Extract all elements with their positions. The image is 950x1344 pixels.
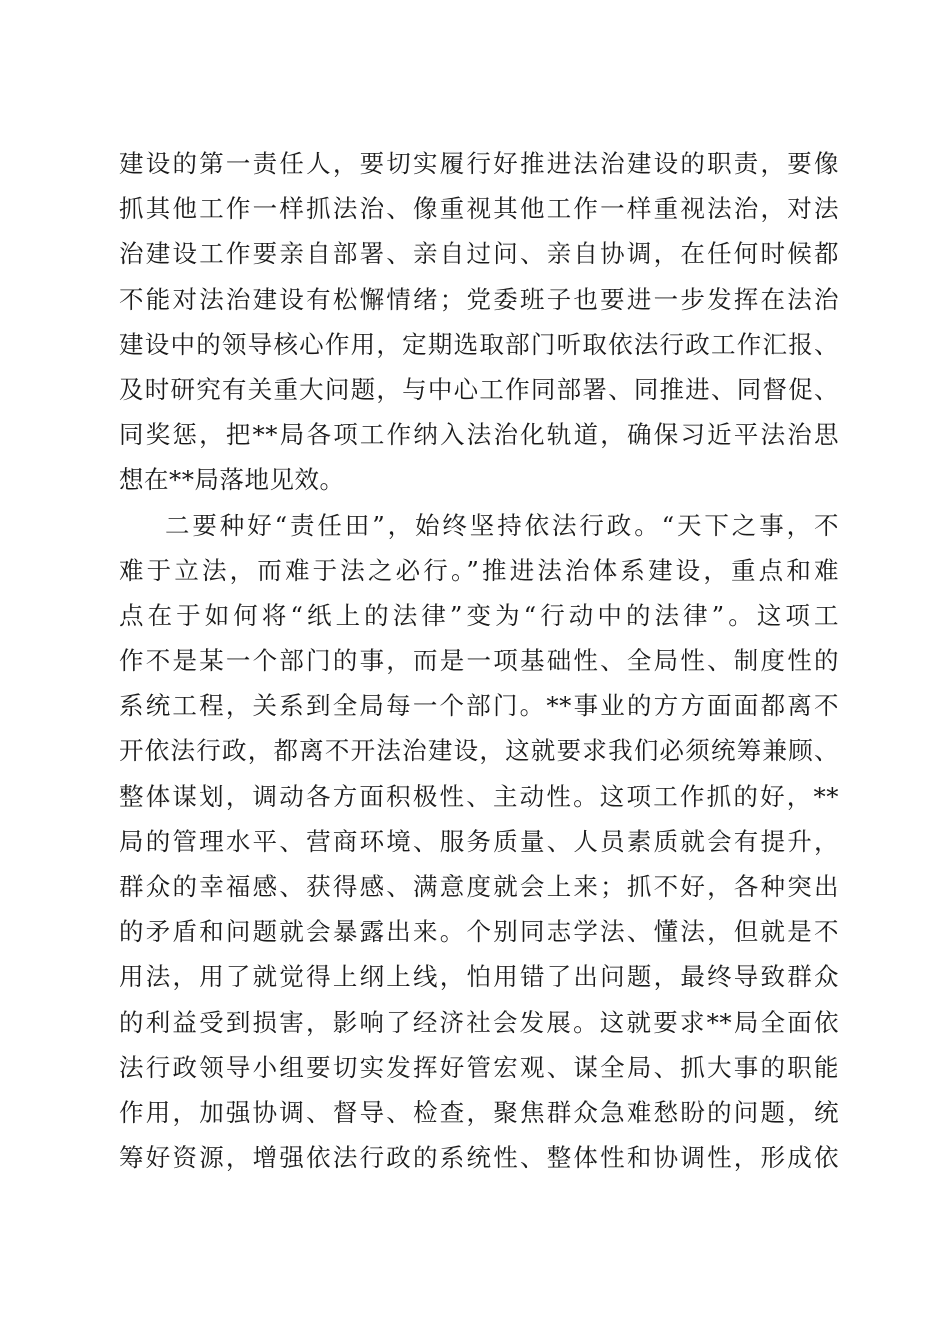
paragraph-1-line: 及时研究有关重大问题，与中心工作同部署、同推进、同督促、 bbox=[119, 374, 839, 404]
document-body bbox=[119, 141, 839, 1180]
paragraph-2-line: 系统工程，关系到全局每一个部门。**事业的方方面面都离不 bbox=[119, 691, 839, 721]
paragraph-2-line: 作用，加强协调、督导、检查，聚焦群众急难愁盼的问题，统 bbox=[119, 1097, 839, 1127]
paragraph-1-line: 想在**局落地见效。 bbox=[119, 465, 345, 495]
paragraph-2-line: 开依法行政，都离不开法治建设，这就要求我们必须统筹兼顾、 bbox=[119, 736, 839, 766]
paragraph-1-line: 抓其他工作一样抓法治、像重视其他工作一样重视法治，对法 bbox=[119, 194, 839, 224]
paragraph-2-line: 局的管理水平、营商环境、服务质量、人员素质就会有提升， bbox=[119, 826, 839, 856]
paragraph-2-line: 群众的幸福感、获得感、满意度就会上来；抓不好，各种突出 bbox=[119, 872, 839, 901]
paragraph-2-line: 难于立法，而难于法之必行。”推进法治体系建设，重点和难 bbox=[119, 555, 839, 585]
paragraph-2-line: 用法，用了就觉得上纲上线，怕用错了出问题，最终导致群众 bbox=[119, 962, 839, 992]
paragraph-1-line: 治建设工作要亲自部署、亲自过问、亲自协调，在任何时候都 bbox=[119, 239, 839, 269]
paragraph-1-line: 同奖惩，把**局各项工作纳入法治化轨道，确保习近平法治思 bbox=[119, 420, 839, 450]
paragraph-2-line: 的矛盾和问题就会暴露出来。个别同志学法、懂法，但就是不 bbox=[119, 917, 839, 947]
paragraph-1-line: 建设中的领导核心作用，定期选取部门听取依法行政工作汇报、 bbox=[119, 329, 839, 359]
paragraph-2-line: 法行政领导小组要切实发挥好管宏观、谋全局、抓大事的职能 bbox=[119, 1052, 839, 1082]
paragraph-2-line: 点在于如何将“纸上的法律”变为“行动中的法律”。这项工 bbox=[119, 600, 839, 630]
paragraph-2-line: 整体谋划，调动各方面积极性、主动性。这项工作抓的好，** bbox=[119, 781, 839, 811]
paragraph-2-line: 二要种好“责任田”，始终坚持依法行政。“天下之事，不 bbox=[165, 510, 839, 540]
paragraph-2-line: 的利益受到损害，影响了经济社会发展。这就要求**局全面依 bbox=[119, 1007, 839, 1037]
paragraph-2-line: 筹好资源，增强依法行政的系统性、整体性和协调性，形成依 bbox=[119, 1143, 839, 1173]
paragraph-1-line: 不能对法治建设有松懈情绪；党委班子也要进一步发挥在法治 bbox=[119, 284, 839, 314]
paragraph-1-line: 建设的第一责任人，要切实履行好推进法治建设的职责，要像 bbox=[119, 149, 839, 178]
paragraph-2-line: 作不是某一个部门的事，而是一项基础性、全局性、制度性的 bbox=[119, 646, 839, 676]
